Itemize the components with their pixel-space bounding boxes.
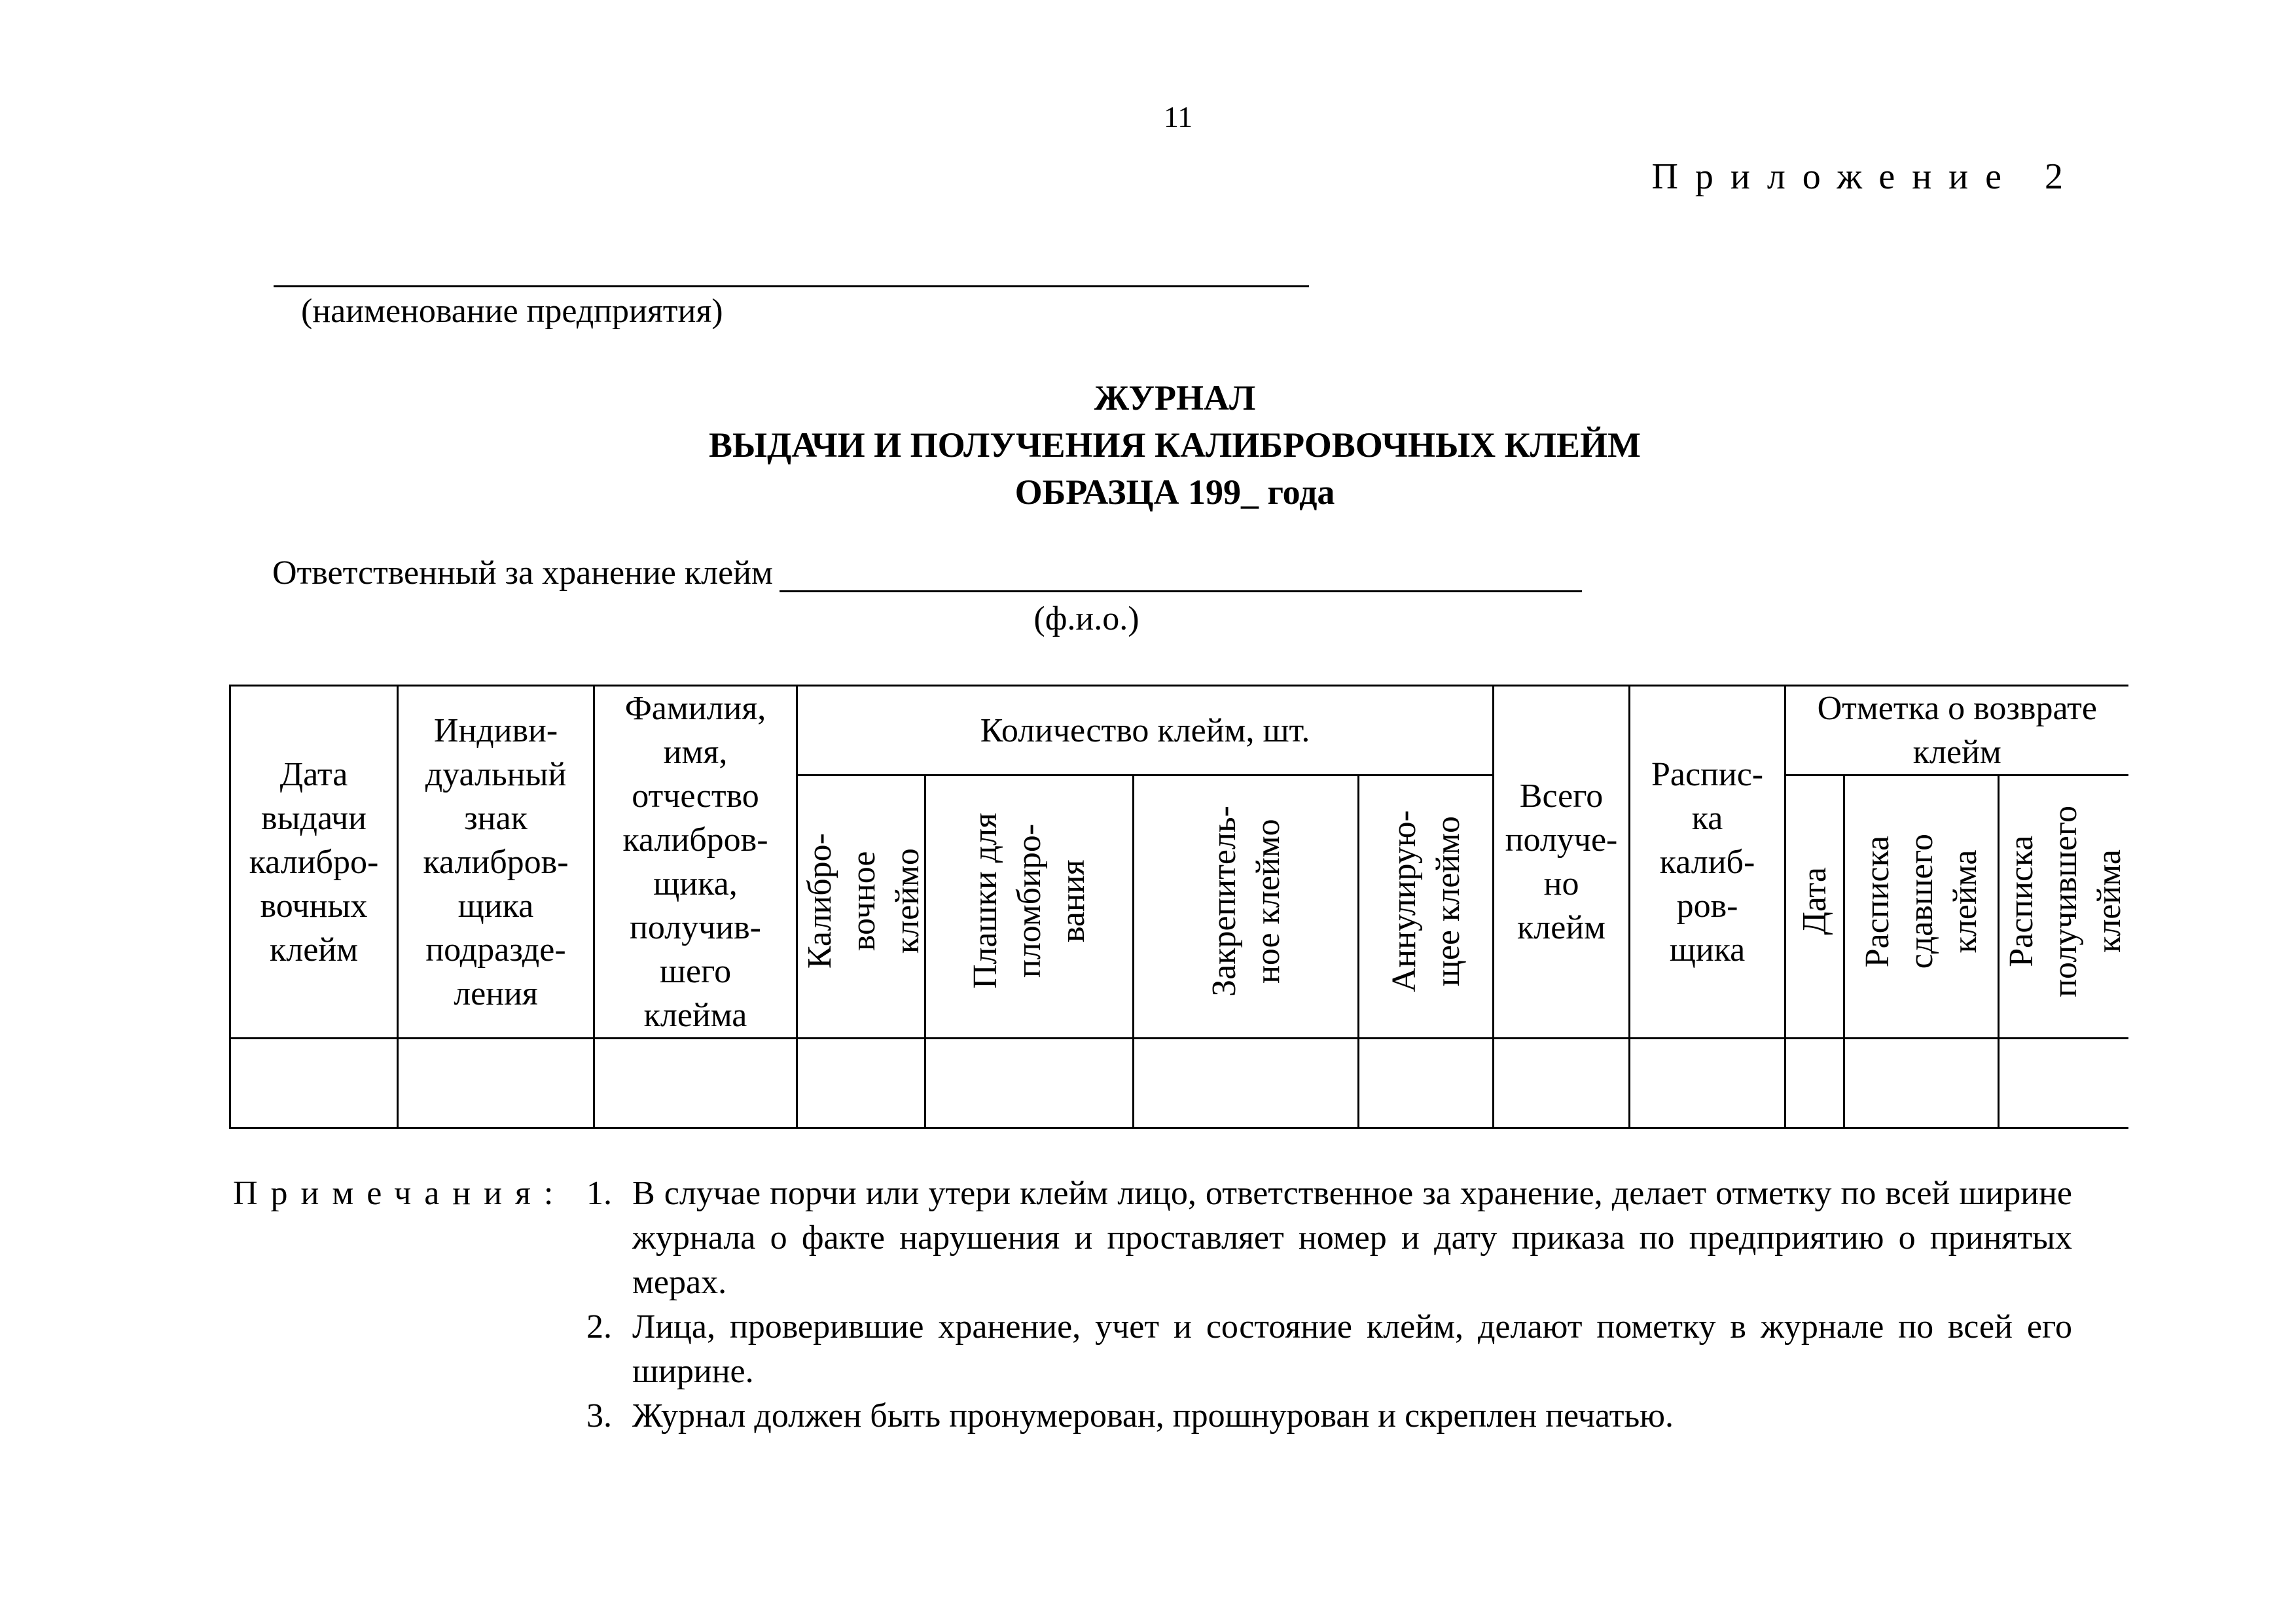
header-return-date-label: Дата: [1796, 867, 1834, 935]
header-return-group: Отметка о возврате клейм: [1785, 686, 2128, 776]
note-number: 3.: [586, 1397, 612, 1435]
header-return-handed-label: Расписка сдавшего клейма: [1859, 833, 1984, 969]
header-sealing-plates-label: Плашки для пломбиро- вания: [967, 813, 1092, 990]
note-text: Лица, проверившие хранение, учет и состояние клейм, делают пометку в журнале по всей его ширине.: [632, 1308, 2072, 1390]
header-return-date: [1785, 776, 1844, 1039]
header-calibration-stamp: [797, 776, 925, 1039]
header-fixing-stamp-label: Закрепитель- ное клеймо: [1205, 806, 1287, 997]
table-cell: [1630, 1039, 1785, 1128]
note-text: Журнал должен быть пронумерован, прошнурован и скреплен печатью.: [632, 1397, 1674, 1435]
header-issue-date: Дата выдачи калибро- вочных клейм: [230, 686, 398, 1039]
table-cell: [594, 1039, 797, 1128]
table-cell: [1494, 1039, 1630, 1128]
note-text: В случае порчи или утери клейм лицо, ответственное за хранение, делает отметку по всей ширине журнала о факте нарушения и проставляет номер и дату приказа по предприятию о принятых мерах.: [632, 1175, 2072, 1301]
table-cell: [1359, 1039, 1494, 1128]
header-quantity-group: Количество клейм, шт.: [797, 686, 1494, 776]
responsible-row: [272, 554, 1582, 592]
table-cell: [1844, 1039, 1999, 1128]
note-item: [586, 1394, 2072, 1438]
organization-caption: (наименование предприятия): [301, 293, 723, 330]
header-return-received-label: Расписка получившего клейма: [2003, 805, 2128, 997]
table-header-row: [230, 686, 2128, 776]
table-cell: [230, 1039, 398, 1128]
header-cancel-stamp: [1359, 776, 1494, 1039]
page-number: 11: [1163, 100, 1193, 134]
title-line-1: ЖУРНАЛ: [1094, 378, 1256, 418]
fio-caption: (ф.и.о.): [1033, 600, 1139, 637]
header-return-handed: [1844, 776, 1999, 1039]
responsible-name-line: [780, 562, 1582, 592]
title-line-2: ВЫДАЧИ И ПОЛУЧЕНИЯ КАЛИБРОВОЧНЫХ КЛЕЙМ: [709, 425, 1641, 465]
responsible-label: Ответственный за хранение клейм: [272, 554, 773, 592]
header-sealing-plates: [925, 776, 1134, 1039]
note-number: 1.: [586, 1175, 612, 1212]
note-number: 2.: [586, 1308, 612, 1346]
table-cell: [1785, 1039, 1844, 1128]
table-cell: [1999, 1039, 2128, 1128]
header-calibrator-receipt: Распис- ка калиб- ров- щика: [1630, 686, 1785, 1039]
header-fixing-stamp: [1134, 776, 1359, 1039]
table-cell: [398, 1039, 594, 1128]
header-calibration-stamp-label: Калибро- вочное клеймо: [801, 833, 926, 969]
journal-table: [229, 685, 2128, 1129]
table-cell: [925, 1039, 1134, 1128]
organization-name-line: [274, 285, 1309, 287]
journal-title: [524, 374, 1826, 516]
title-line-3: ОБРАЗЦА 199_ года: [1014, 473, 1335, 512]
appendix-label: Приложение 2: [1651, 156, 2080, 197]
table-row: [230, 1039, 2128, 1128]
header-individual-sign: Индиви- дуальный знак калибров- щика подразде- ления: [398, 686, 594, 1039]
notes-label: Примечания:: [233, 1175, 567, 1212]
table-cell: [797, 1039, 925, 1128]
header-cancel-stamp-label: Аннулирую- щее клеймо: [1385, 810, 1467, 993]
header-calibrator-name: Фамилия, имя, отчество калибров- щика, получив- шего клейма: [594, 686, 797, 1039]
header-return-received: [1999, 776, 2128, 1039]
table-cell: [1134, 1039, 1359, 1128]
header-total-received: Всего получе- но клейм: [1494, 686, 1630, 1039]
note-item: [586, 1305, 2072, 1394]
note-item: [586, 1171, 2072, 1305]
